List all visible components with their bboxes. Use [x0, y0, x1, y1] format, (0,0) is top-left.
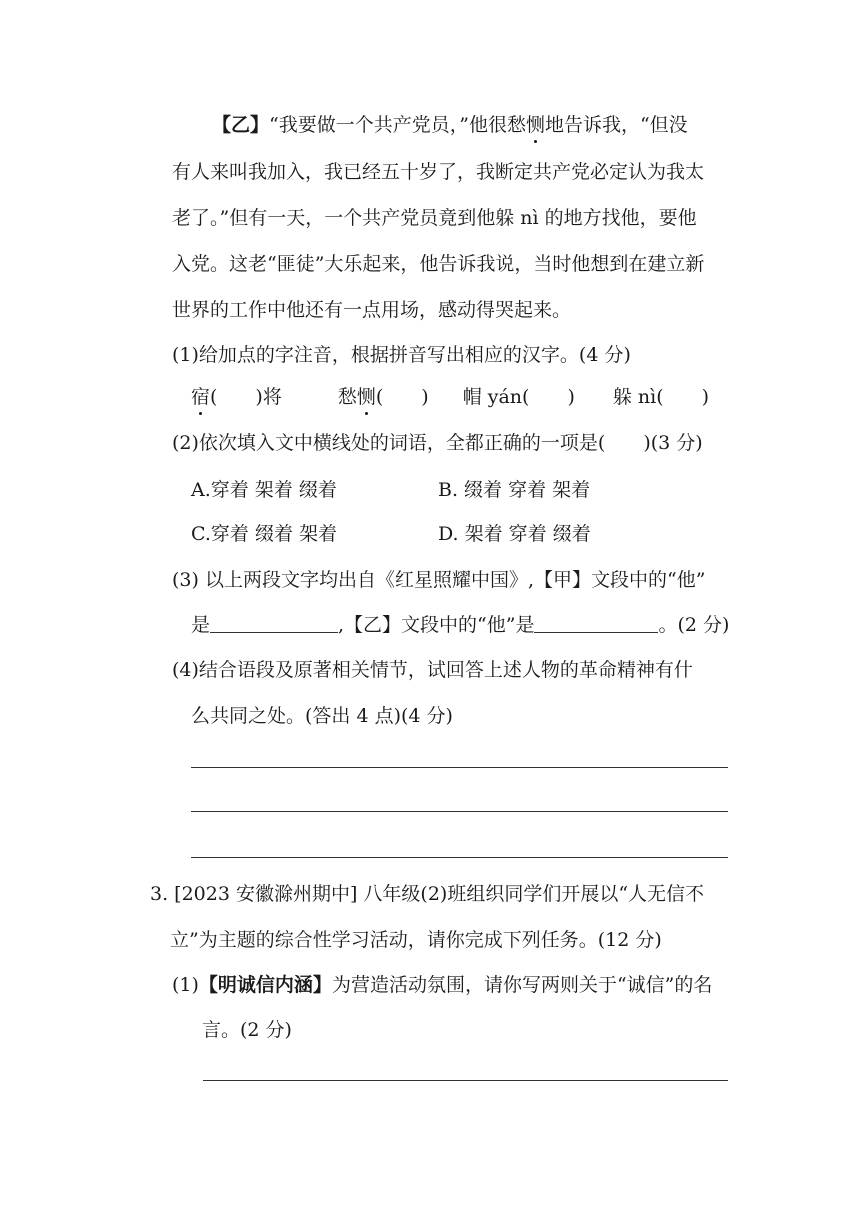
task-3-line-2: 立”为主题的综合性学习活动，请你完成下列任务。(12 分)	[170, 929, 662, 951]
task-3-sub-1-line-2: 言。(2 分)	[202, 1019, 292, 1041]
task-3-line-1: 3. [2023 安徽滁州期中] 八年级(2)班组织同学们开展以“人无信不	[150, 883, 705, 905]
question-3-line-2: 是 ,【乙】文段中的“他”是 。(2 分)	[191, 614, 730, 636]
passage-line-3: 老了。”但有一天，一个共产党员竟到他躲 nì 的地方找他，要他	[172, 207, 697, 229]
dotted-char: 恻	[356, 386, 376, 408]
option-c: C.穿着 缀着 架着	[191, 523, 337, 545]
answer-line[interactable]	[191, 857, 728, 858]
answer-line[interactable]	[203, 1080, 728, 1081]
question-1-items: 宿( )将 愁恻( ) 帽 yán( ) 躲 nì( )	[191, 386, 710, 408]
question-3-stem: (3) 以上两段文字均出自《红星照耀中国》,【甲】文段中的“他”	[172, 569, 706, 591]
dotted-char: 恻	[525, 114, 545, 136]
option-d: D. 架着 穿着 缀着	[438, 523, 591, 545]
task-3-sub-1: (1)【明诚信内涵】为营造活动氛围，请你写两则关于“诚信”的名	[172, 974, 713, 996]
passage-label: 【乙】	[212, 114, 270, 136]
sub-task-label: 【明诚信内涵】	[198, 974, 332, 996]
question-2-stem: (2)依次填入文中横线处的词语，全都正确的一项是( )(3 分)	[172, 432, 703, 454]
option-b: B. 缀着 穿着 架着	[438, 479, 591, 501]
answer-line[interactable]	[191, 811, 728, 812]
passage-line-2: 有人来叫我加入，我已经五十岁了，我断定共产党必定认为我太	[172, 161, 705, 183]
option-a: A.穿着 架着 缀着	[191, 479, 337, 501]
passage-line-5: 世界的工作中他还有一点用场，感动得哭起来。	[172, 299, 572, 321]
answer-blank[interactable]	[534, 612, 658, 633]
dotted-char: 宿	[191, 386, 211, 408]
question-4-line-1: (4)结合语段及原著相关情节，试回答上述人物的革命精神有什	[172, 659, 693, 681]
passage-line-1: 【乙】“我要做一个共产党员，”他很愁恻地告诉我，“但没	[212, 114, 688, 136]
passage-line-4: 入党。这老“匪徒”大乐起来，他告诉我说，当时他想到在建立新	[172, 253, 705, 275]
answer-line[interactable]	[191, 767, 728, 768]
answer-blank[interactable]	[210, 612, 338, 633]
question-4-line-2: 么共同之处。(答出 4 点)(4 分)	[191, 705, 453, 727]
question-1-stem: (1)给加点的字注音，根据拼音写出相应的汉字。(4 分)	[172, 344, 631, 366]
